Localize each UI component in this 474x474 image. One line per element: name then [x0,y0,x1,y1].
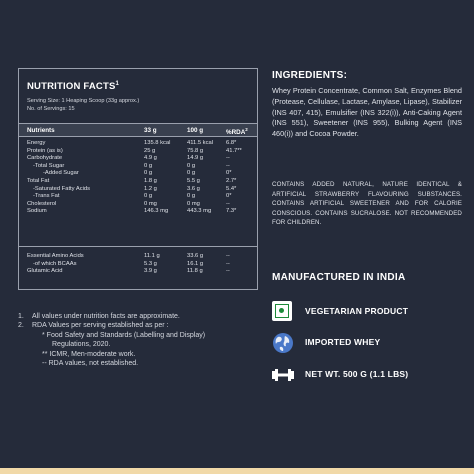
nutrient-value: 1.2 g [144,185,157,192]
nutrient-value: 41.7** [226,147,242,154]
nutrient-value: 75.8 g [187,147,204,154]
footnote-2: RDA Values per serving established as per : [32,322,169,330]
footnote-icmr: ** ICMR, Men-moderate work. [42,350,136,358]
table-row [19,170,257,178]
nutrient-name: Total Fat [27,177,50,184]
nutrient-value: 0 g [187,170,196,177]
footnote-not-established: -- RDA values, not established. [42,360,139,368]
nutrient-value: -- [226,200,230,207]
nutrient-value: 7.3* [226,208,237,215]
nutrient-value: 411.5 kcal [187,140,213,146]
table-row [19,193,257,201]
footnotes: 1. All values under nutrition facts are approximate. 2. RDA Values per serving established as per : * Food Safety and Standards (Labelling and Display) Regulations, 2020. ** ICMR, Men-moderate work. -- RDA values, not established. [18,312,263,368]
contains-warning: CONTAINS ADDED NATURAL, NATURE IDENTICAL & ARTIFICIAL STRAWBERRY FLAVOURING SUBSTANCES. CONTAINS ARTIFICIAL SWEETENER AND FOR CALORIE CONSCIOUS. CONTAINS SUCRALOSE. NOT RECOMMENDED FOR CHILDREN. [272,181,462,227]
table-row [19,208,257,216]
table-row [19,155,257,163]
nutrient-value: 14.9 g [187,155,204,162]
table-row [19,261,257,269]
nutrient-value: 6.8* [226,140,237,146]
nutrient-name: -Total Sugar [33,162,65,169]
vegetarian-label: VEGETARIAN PRODUCT [305,306,409,316]
nutrient-value: 0* [226,170,232,177]
imported-label: IMPORTED WHEY [305,337,381,347]
nutrient-value: 0 g [187,193,196,200]
footnote-1: All values under nutrition facts are approximate. [32,313,180,320]
header-per-100g: 100 g [187,127,204,134]
table-row [19,163,257,171]
nutrient-value: -- [226,162,230,169]
veg-mark-icon [272,301,292,321]
nutrient-value: 3.6 g [187,185,200,192]
nutrient-name: -of which BCAAs [33,260,77,267]
nutrient-value: 4.9 g [144,155,157,162]
nutrition-rows [19,140,257,216]
nutrient-name: Protein (as is) [27,147,63,154]
table-row [19,140,257,148]
nutrient-value: 5.4* [226,185,237,192]
nutrient-value: 16.1 g [187,260,204,267]
nutrient-name: Energy [27,140,46,146]
nutrient-name: -Saturated Fatty Acids [33,185,91,192]
nutrient-value: 0 mg [187,200,200,207]
nutrient-value: 0 g [144,162,153,169]
nutrient-value: 25 g [144,147,156,154]
feature-vegetarian [272,301,462,323]
nutrient-value: 11.1 g [144,253,160,259]
net-weight-label: NET WT. 500 G (1.1 LBS) [305,369,409,379]
nutrient-name: -Trans Fat [33,193,60,200]
nutrient-name: Glutamic Acid [27,268,63,275]
ingredients-title: INGREDIENTS: [272,70,348,81]
nutrient-value: 3.9 g [144,268,157,275]
footnote-fssai-cont: Regulations, 2020. [52,341,111,349]
amino-acid-rows [19,253,257,276]
table-row [19,178,257,186]
nutrient-value: 0 g [187,162,196,169]
nutrient-value: 33.6 g [187,253,204,259]
footnote-fssai: * Food Safety and Standards (Labelling and Display) [42,331,206,339]
nutrient-name: Carbohydrate [27,155,63,162]
header-nutrients: Nutrients [27,127,55,134]
feature-net-weight [272,364,462,386]
feature-imported [272,332,462,354]
nutrient-value: 443.3 mg [187,208,212,215]
table-row [19,201,257,209]
nutrient-value: 135.8 kcal [144,140,171,146]
header-rda: %RDA$^2$ [226,127,248,137]
nutrient-value: 5.5 g [187,177,200,184]
servings-count: No. of Servings: 15 [27,106,75,112]
table-row [19,253,257,261]
nutrient-value: -- [226,260,230,267]
table-divider [19,246,257,247]
serving-info [27,97,139,113]
nutrient-name: -Added Sugar [43,170,79,177]
table-row [19,148,257,156]
nutrient-value: 146.3 mg [144,208,169,215]
nutrient-value: -- [226,155,230,162]
nutrient-value: 0 mg [144,200,157,207]
ingredients-text: Whey Protein Concentrate, Common Salt, Enzymes Blend (Protease, Cellulase, Lactase, Amylase, Lipase), Stabilizer (INS 407, 415), Emulsifier (INS 322(i)), Anti-Caking Agent (INS 551), Sweetener (INS 955), Bulking Agent (INS 460(i)) and Cocoa Powder. [272,86,462,139]
globe-icon [272,332,294,354]
table-row [19,268,257,276]
nutrient-name: Sodium [27,208,47,215]
nutrition-title: NUTRITION FACTS$^1$ [27,81,120,92]
nutrient-value: 5.3 g [144,260,157,267]
nutrient-value: 0 g [144,170,153,177]
manufactured-title: MANUFACTURED IN INDIA [272,272,406,283]
nutrient-value: -- [226,253,230,259]
header-per-serving: 33 g [144,127,157,134]
nutrient-value: 2.7* [226,177,237,184]
nutrient-name: Cholesterol [27,200,57,207]
nutrition-table-header [19,123,257,137]
nutrition-facts-panel [18,68,258,290]
nutrient-value: -- [226,268,230,275]
nutrient-value: 1.8 g [144,177,157,184]
serving-size: Serving Size: 1 Heaping Scoop (33g approx.) [27,98,140,104]
bottom-accent-band [0,468,474,474]
table-row [19,186,257,194]
nutrient-name: Essential Amino Acids [27,253,84,259]
nutrient-value: 0* [226,193,232,200]
nutrient-value: 11.8 g [187,268,203,275]
dumbbell-icon [272,368,294,382]
nutrient-value: 0 g [144,193,153,200]
